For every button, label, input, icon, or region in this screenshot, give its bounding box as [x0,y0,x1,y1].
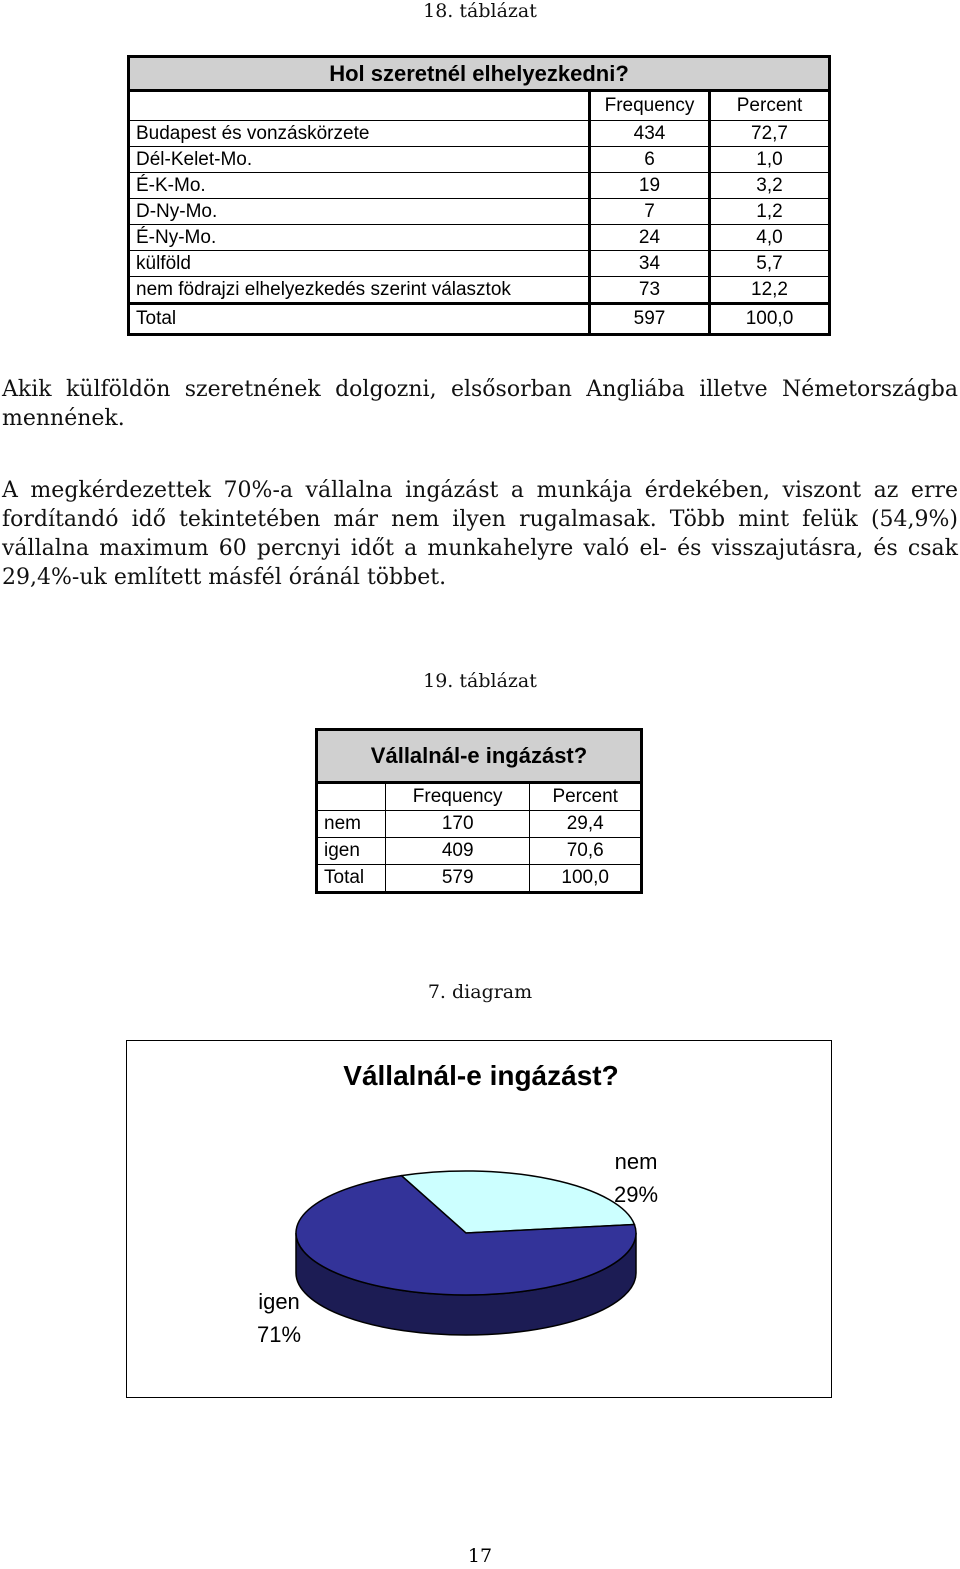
row-frequency: 170 [386,811,530,838]
chart-title: Vállalnál-e ingázást? [343,1060,619,1091]
paragraph-line: fordítandó idő tekintetében már nem ilyen rugalmasak. Több mint felük (54,9%) [2,507,958,532]
total-label: Total [317,865,386,893]
table-title: Hol szeretnél elhelyezkedni? [129,57,830,91]
table-title: Vállalnál-e ingázást? [317,730,642,783]
paragraph-line: A megkérdezettek 70%-a vállalna ingázást a munkája érdekében, viszont az erre [2,478,958,503]
row-label: igen [317,838,386,865]
paragraph-line: vállalna maximum 60 percnyi időt a munkahelyre való el- és visszajutásra, és csak [2,536,958,561]
header-frequency: Frequency [590,91,710,121]
pie-chart-box [126,1040,832,1398]
slice-label: igen [258,1289,300,1314]
row-percent: 72,7 [710,121,830,147]
row-label: Budapest és vonzáskörzete [129,121,590,147]
row-percent: 29,4 [530,811,642,838]
slice-percent: 71% [256,1322,302,1347]
row-frequency: 434 [590,121,710,147]
table-caption: 18. táblázat [423,0,537,22]
row-frequency: 6 [590,147,710,173]
row-percent: 4,0 [710,225,830,251]
row-label: D-Ny-Mo. [129,199,590,225]
row-label: É-Ny-Mo. [129,225,590,251]
page-number: 17 [467,1545,493,1567]
paragraph-abroad [2,375,958,433]
total-label: Total [129,304,590,335]
header-percent: Percent [710,91,830,121]
row-frequency: 7 [590,199,710,225]
row-percent: 12,2 [710,277,830,304]
total-percent: 100,0 [710,304,830,335]
row-label: nem födrajzi elhelyezkedés szerint választok [129,277,590,304]
row-frequency: 409 [386,838,530,865]
row-frequency: 34 [590,251,710,277]
row-percent: 5,7 [710,251,830,277]
header-percent: Percent [530,783,642,811]
diagram-caption: 7. diagram [427,981,533,1003]
row-frequency: 24 [590,225,710,251]
header-blank [317,783,386,811]
row-label: külföld [129,251,590,277]
row-frequency: 19 [590,173,710,199]
header-blank [129,91,590,121]
commute-table [315,728,643,894]
location-table [127,55,831,336]
pie-chart [127,1041,831,1397]
paragraph-line: 29,4%-uk említett másfél óránál többet. [2,565,447,590]
row-percent: 1,0 [710,147,830,173]
row-percent: 70,6 [530,838,642,865]
row-label: nem [317,811,386,838]
slice-percent: 29% [613,1182,659,1207]
row-percent: 3,2 [710,173,830,199]
total-frequency: 579 [386,865,530,893]
header-frequency: Frequency [386,783,530,811]
total-percent: 100,0 [530,865,642,893]
row-percent: 1,2 [710,199,830,225]
table-caption: 19. táblázat [423,670,537,692]
row-frequency: 73 [590,277,710,304]
row-label: Dél-Kelet-Mo. [129,147,590,173]
total-frequency: 597 [590,304,710,335]
paragraph-line: Akik külföldön szeretnének dolgozni, elsősorban Angliába illetve Németországba [2,377,958,402]
row-label: É-K-Mo. [129,173,590,199]
paragraph-line: mennének. [2,406,125,431]
paragraph-commute [2,476,958,592]
slice-label: nem [614,1149,658,1174]
